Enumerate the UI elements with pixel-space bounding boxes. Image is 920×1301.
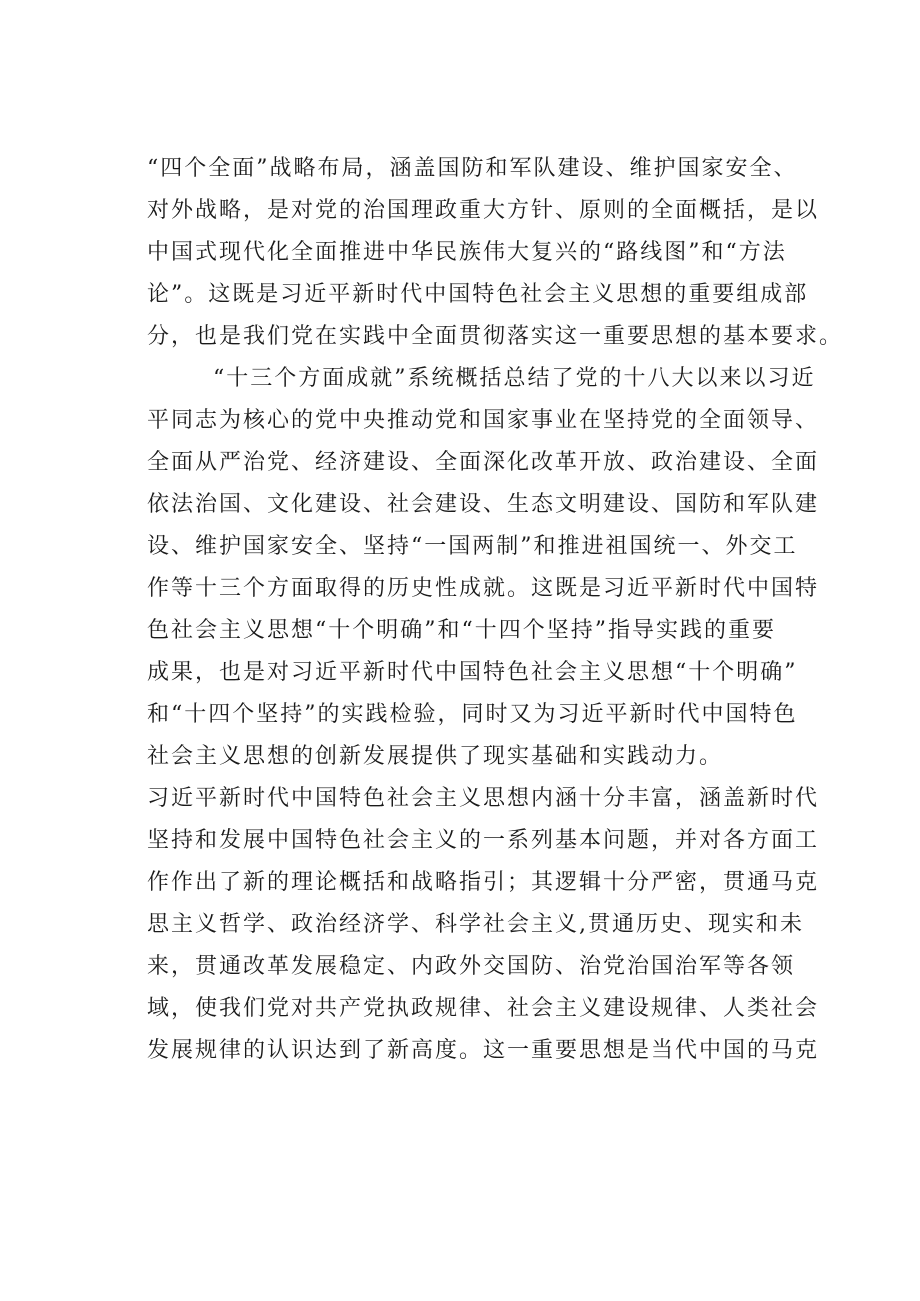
paragraph-1-line-4: 论”。这既是习近平新时代中国特色社会主义思想的重要组成部 (147, 282, 809, 307)
document-body (147, 148, 844, 1072)
paragraph-2-line-5: 设、维护国家安全、坚持“一国两制”和推进祖国统一、外交工 (147, 534, 798, 559)
paragraph-2-line-10: 社会主义思想的创新发展提供了现实基础和实践动力。 (147, 744, 724, 769)
paragraph-2-line-6: 作等十三个方面取得的历史性成就。这既是习近平新时代中国特 (147, 576, 820, 601)
paragraph-2-line-1: “十三个方面成就”系统概括总结了党的十八大以来以习近 (213, 366, 816, 391)
paragraph-3-line-6: 域，使我们党对共产党执政规律、社会主义建设规律、人类社会 (147, 996, 820, 1021)
paragraph-2-line-4: 依法治国、文化建设、社会建设、生态文明建设、国防和军队建 (147, 492, 820, 517)
paragraph-2-line-2: 平同志为核心的党中央推动党和国家事业在坚持党的全面领导、 (147, 408, 820, 433)
paragraph-1-line-3: 中国式现代化全面推进中华民族伟大复兴的“路线图”和“方法 (147, 240, 787, 265)
paragraph-3-line-4: 思主义哲学、政治经济学、科学社会主义,贯通历史、现实和未 (147, 912, 804, 937)
paragraph-3-line-5: 来，贯通改革发展稳定、内政外交国防、治党治国治军等各领 (147, 954, 796, 979)
paragraph-2-line-3: 全面从严治党、经济建设、全面深化改革开放、政治建设、全面 (147, 450, 820, 475)
paragraph-1-line-5: 分，也是我们党在实践中全面贯彻落实这一重要思想的基本要求。 (147, 324, 844, 349)
paragraph-2-line-7: 色社会主义思想“十个明确”和“十四个坚持”指导实践的重要 (147, 618, 776, 643)
paragraph-1-line-2: 对外战略，是对党的治国理政重大方针、原则的全面概括，是以 (147, 198, 820, 223)
paragraph-3-line-3: 作作出了新的理论概括和战略指引；其逻辑十分严密，贯通马克 (147, 870, 820, 895)
paragraph-3-line-7: 发展规律的认识达到了新高度。这一重要思想是当代中国的马克 (147, 1038, 820, 1063)
paragraph-1-line-1: “四个全面”战略布局，涵盖国防和军队建设、维护国家安全、 (147, 156, 798, 181)
paragraph-3-line-2: 坚持和发展中国特色社会主义的一系列基本问题，并对各方面工 (147, 828, 820, 853)
paragraph-2-line-8: 成果，也是对习近平新时代中国特色社会主义思想“十个明确” (147, 660, 798, 685)
paragraph-2-line-9: 和“十四个坚持”的实践检验，同时又为习近平新时代中国特色 (147, 702, 798, 727)
paragraph-3-line-1: 习近平新时代中国特色社会主义思想内涵十分丰富，涵盖新时代 (147, 786, 820, 811)
